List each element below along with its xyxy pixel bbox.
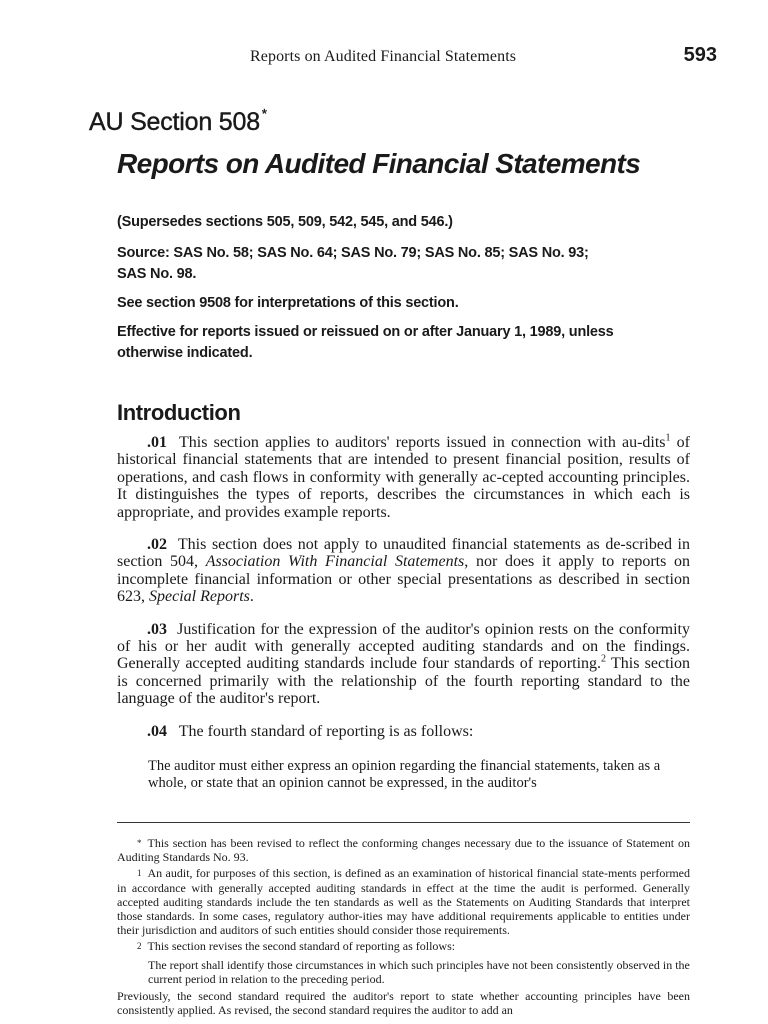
cross-reference-title: Association With Financial Statements	[205, 553, 465, 571]
paragraph-text: This section does not apply to unaudited financial statements as de-scribed in section 504,	[117, 536, 690, 571]
paragraph-number: .02	[147, 536, 167, 554]
section-label-text: AU Section 508	[89, 108, 260, 136]
paragraph-number: .01	[147, 434, 167, 451]
standard-quote: The auditor must either express an opinion regarding the financial statements, taken as a whole, or state that an opinion cannot be expressed, in the auditor's	[148, 758, 661, 792]
footnote-2	[117, 939, 690, 953]
supersedes-text: (Supersedes sections 505, 509, 542, 545, and 546.)	[117, 214, 453, 230]
footnote-star	[117, 836, 690, 864]
supersedes-note	[117, 212, 657, 233]
footnote-2-quote: The report shall identify those circumstances in which such principles have not been consistently observed in the current period in relation to the preceding period.	[148, 957, 690, 986]
source-line-1: Source: SAS No. 58; SAS No. 64; SAS No. 79; SAS No. 85; SAS No. 93;	[117, 245, 589, 261]
footnote-ref-2[interactable]: 2	[601, 654, 607, 666]
running-header-title: Reports on Audited Financial Statements	[250, 48, 517, 65]
paragraph-text: This section is concerned primarily with the relationship of the fourth reporting standard to the language of the auditor's report.	[117, 655, 690, 708]
cross-reference-title: Special Reports	[149, 588, 250, 606]
paragraph-03	[117, 621, 690, 708]
footnote-2-continuation: Previously, the second standard required the auditor's report to state whether accounting principles have been consistently applied. As revised, the second standard requires the auditor to add an	[117, 989, 690, 1018]
footnote-mark: 2	[137, 941, 142, 952]
effective-line-2: otherwise indicated.	[117, 345, 253, 361]
introduction-body	[117, 434, 690, 792]
footnote-text: This section has been revised to reflect the conforming changes necessary due to the issuance of Statement on Auditing Standards No. 93.	[117, 836, 690, 865]
page-number: 593	[683, 44, 717, 66]
source-line-2: SAS No. 98.	[117, 266, 197, 282]
introduction-heading: Introduction	[117, 400, 241, 425]
effective-note	[117, 322, 657, 364]
footnote-text: This section revises the second standard of reporting as follows:	[147, 939, 456, 954]
paragraph-text: , nor does it apply to reports on incomplete financial information or other special presentations as described in section 623,	[117, 553, 691, 606]
paragraph-text: Justification for the expression of the auditor's opinion rests on the conformity of his or her audit with generally accepted auditing standards and on the findings. Generally accepted auditing standards include four standards of reporting.	[117, 620, 690, 673]
paragraph-text: This section applies to auditors' reports issued in connection with au-dits	[179, 434, 666, 451]
paragraph-04	[117, 723, 690, 740]
paragraph-number: .03	[147, 620, 167, 638]
section-title: Reports on Audited Financial Statements	[117, 148, 641, 179]
footnote-ref-1[interactable]: 1	[665, 432, 671, 444]
interpretations-note	[117, 293, 657, 314]
footnote-1	[117, 866, 690, 937]
section-footnote-mark[interactable]: *	[261, 106, 267, 121]
paragraph-01	[117, 434, 690, 521]
footnotes	[117, 836, 690, 1017]
paragraph-text: The fourth standard of reporting is as follows:	[178, 722, 474, 740]
interpretations-text: See section 9508 for interpretations of this section.	[117, 295, 459, 311]
footnote-mark: *	[137, 838, 142, 848]
effective-line-1: Effective for reports issued or reissued on or after January 1, 1989, unless	[117, 324, 614, 340]
source-note	[117, 243, 657, 285]
footnote-text: An audit, for purposes of this section, is defined as an examination of historical financial state-ments performed in accordance with generally accepted auditing standards in effect at the time the audit is performed. Generally accepted auditing standards include the ten standards as well as the Statements on Auditing Standards that interpret those standards. In some cases, regulatory author-ities may have additional requirements applicable to entities under their jurisdiction and auditors of such entities should consider those requirements.	[117, 866, 690, 938]
paragraph-02	[117, 536, 690, 606]
footnote-mark: 1	[137, 868, 142, 879]
paragraph-number: .04	[147, 722, 167, 740]
section-label	[89, 108, 267, 137]
paragraph-text: .	[249, 588, 254, 606]
footnote-divider	[117, 822, 690, 823]
paragraph-text: of historical financial statements that are intended to present financial position, results of operations, and cash flows in conformity with generally ac-cepted accounting principles. It distinguishes the types of reports, describes the circumstances in which each is appropriate, and provides example reports.	[117, 434, 691, 521]
